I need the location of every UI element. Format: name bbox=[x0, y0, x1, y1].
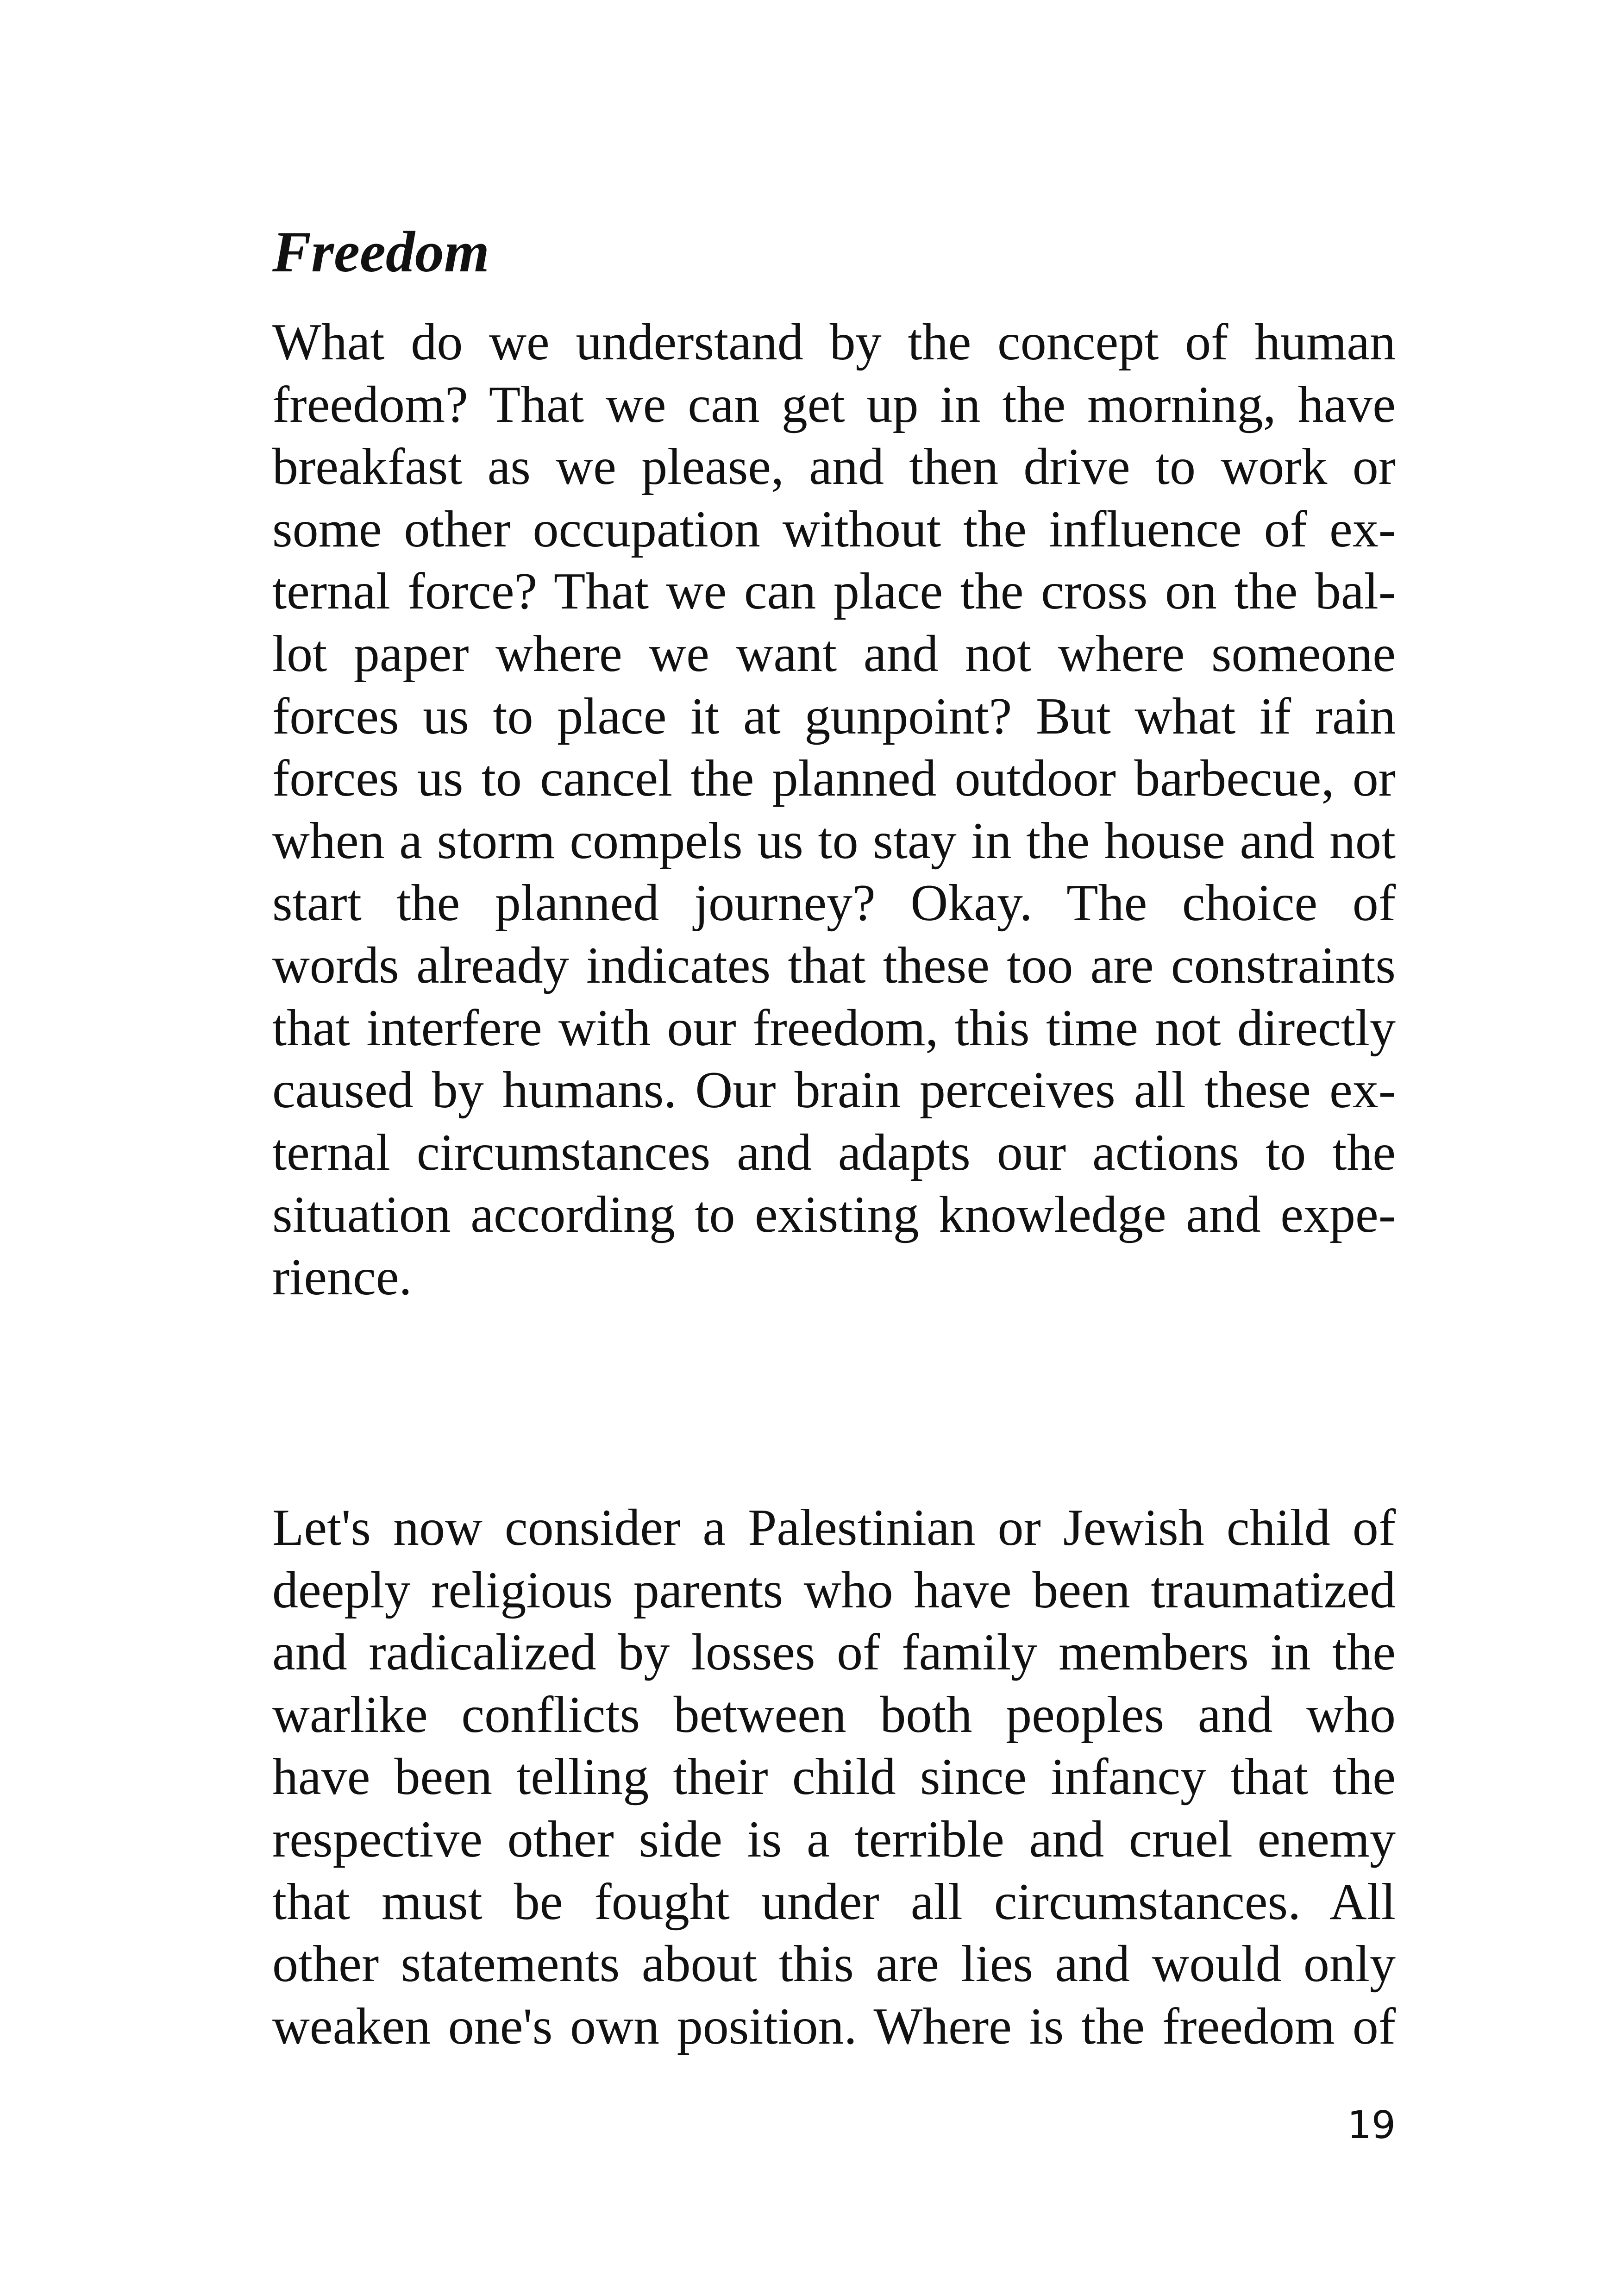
paragraph-line: ternal force? That we can place the cross on the bal- bbox=[272, 563, 1396, 621]
paragraph-line: deeply religious parents who have been traumatized bbox=[272, 1561, 1396, 1619]
paragraph-line: caused by humans. Our brain perceives all these ex- bbox=[272, 1061, 1396, 1119]
paragraph-line: words already indicates that these too are constraints bbox=[272, 936, 1396, 994]
paragraph-line: situation according to existing knowledge and expe- bbox=[272, 1186, 1396, 1244]
paragraph-line: forces us to cancel the planned outdoor barbecue, or bbox=[272, 750, 1396, 808]
paragraph-line: breakfast as we please, and then drive to work or bbox=[272, 438, 1396, 496]
paragraph-line: ternal circumstances and adapts our actions to the bbox=[272, 1123, 1396, 1181]
paragraph-2 bbox=[272, 1497, 1396, 2058]
paragraph-line: start the planned journey? Okay. The choice of bbox=[272, 874, 1396, 932]
paragraph-line: warlike conflicts between both peoples and who bbox=[272, 1686, 1396, 1744]
paragraph-line: What do we understand by the concept of human bbox=[272, 314, 1396, 371]
paragraph-line: other statements about this are lies and would only bbox=[272, 1935, 1396, 1993]
paragraph-line: and radicalized by losses of family members in the bbox=[272, 1624, 1396, 1681]
paragraph-line: that must be fought under all circumstances. All bbox=[272, 1873, 1396, 1931]
paragraph-line: lot paper where we want and not where someone bbox=[272, 625, 1396, 683]
paragraph-line: some other occupation without the influence of ex- bbox=[272, 500, 1396, 558]
paragraph-line: respective other side is a terrible and cruel enemy bbox=[272, 1810, 1396, 1868]
paragraph-line: forces us to place it at gunpoint? But what if rain bbox=[272, 687, 1396, 745]
paragraph-line: have been telling their child since infancy that the bbox=[272, 1748, 1396, 1806]
paragraph-line: weaken one's own position. Where is the freedom of bbox=[272, 1997, 1396, 2055]
paragraph-line: Let's now consider a Palestinian or Jewish child of bbox=[272, 1499, 1396, 1556]
paragraph-line: that interfere with our freedom, this time not directly bbox=[272, 999, 1396, 1057]
section-title: Freedom bbox=[272, 220, 489, 284]
paragraph-line: rience. bbox=[272, 1248, 412, 1306]
paragraph-1 bbox=[272, 311, 1396, 1309]
paragraph-line: freedom? That we can get up in the morning, have bbox=[272, 376, 1396, 433]
paragraph-line: when a storm compels us to stay in the house and not bbox=[272, 812, 1396, 870]
page-number: 19 bbox=[1347, 2103, 1396, 2147]
